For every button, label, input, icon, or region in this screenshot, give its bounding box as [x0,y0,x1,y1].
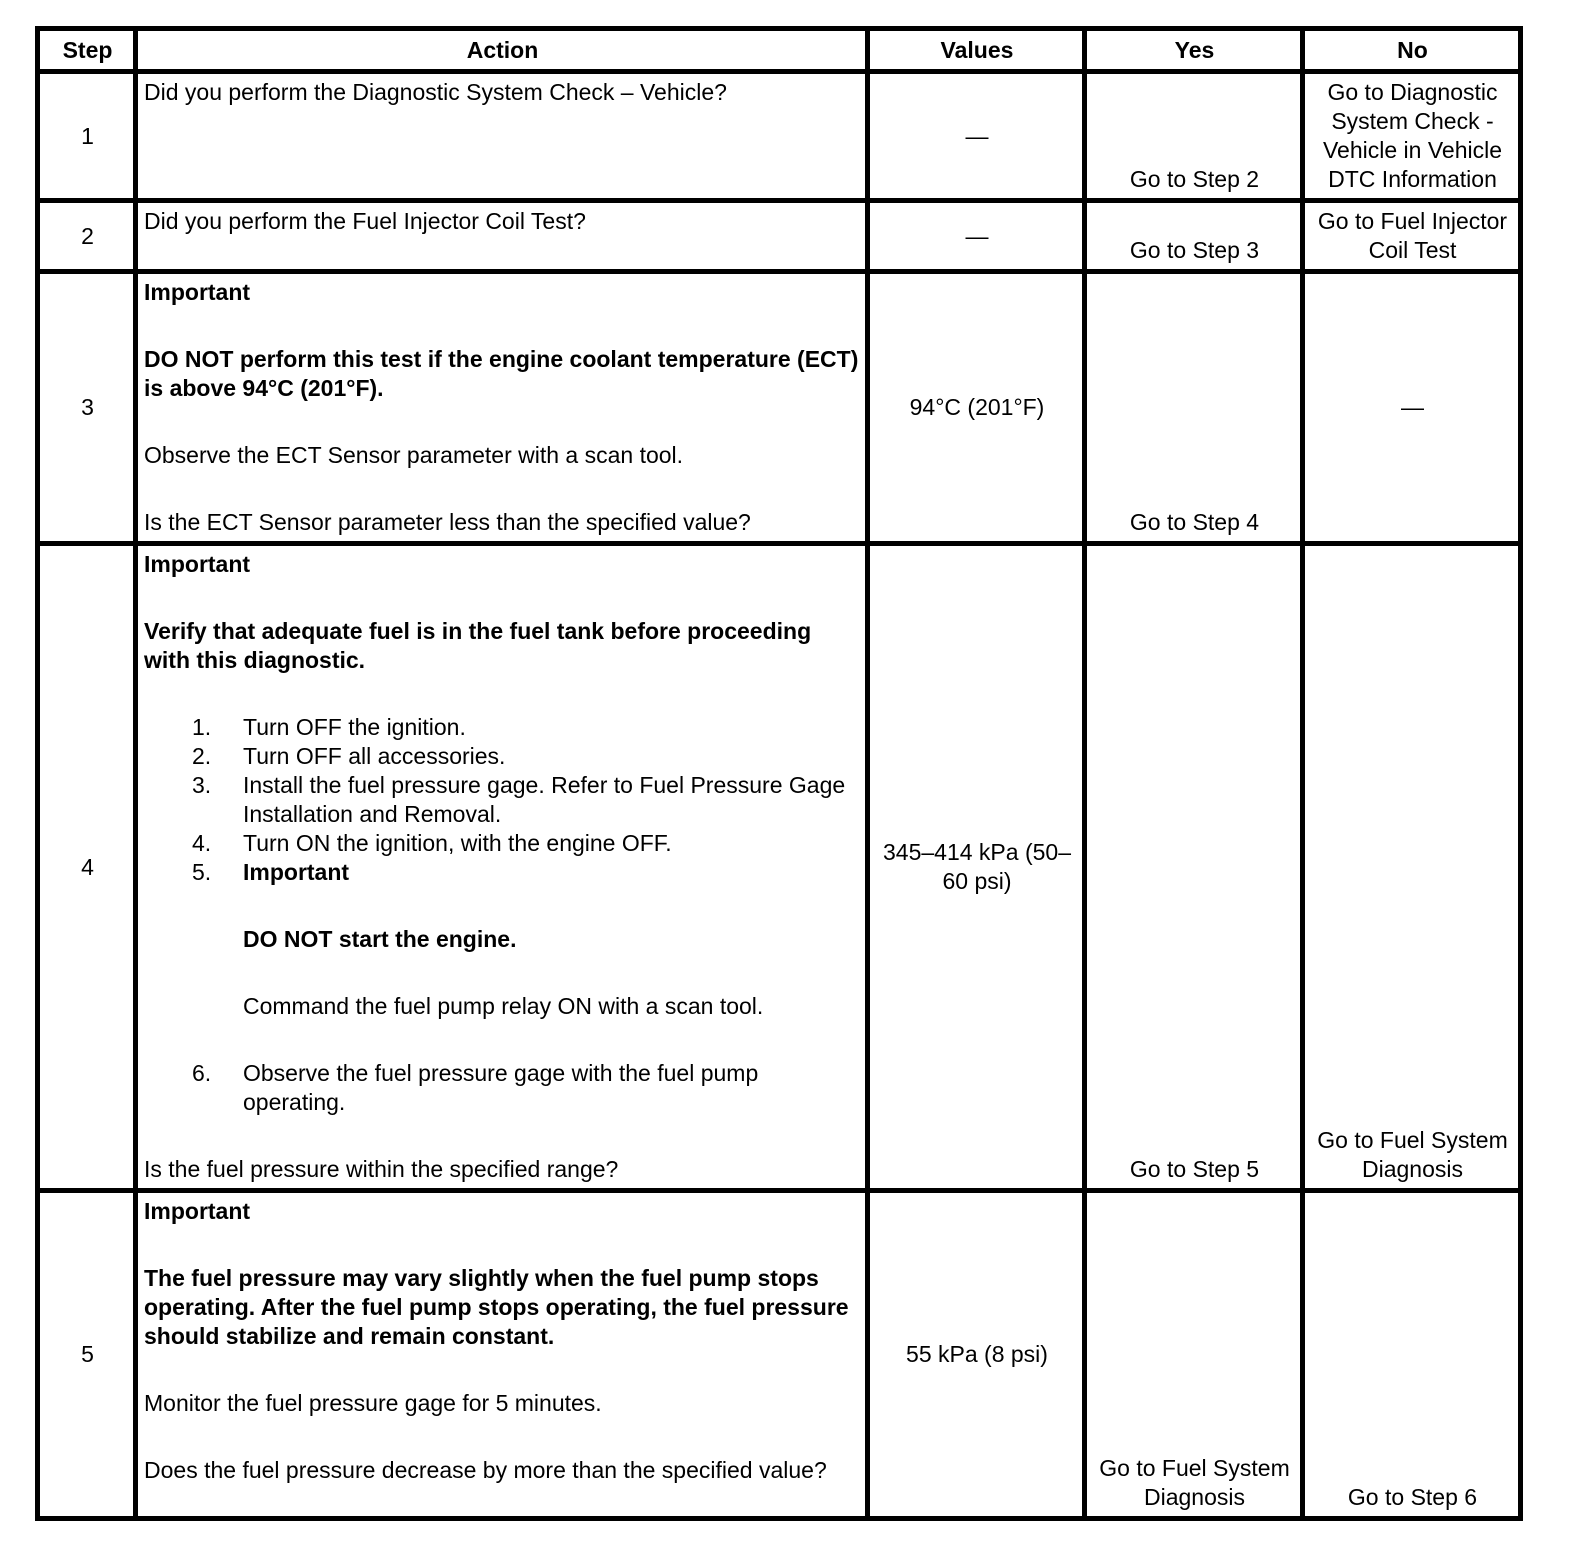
yes-cell: Go to Step 3 [1085,201,1303,272]
substep-text: Turn OFF the ignition. [243,714,466,740]
step-number: 1 [38,72,136,201]
header-row [38,29,1521,72]
action-question: Did you perform the Fuel Injector Coil Test? [144,208,586,234]
important-label: Important [144,551,251,577]
step-number: 4 [38,544,136,1191]
important-warning: Verify that adequate fuel is in the fuel tank before proceeding with this diagnostic. [144,618,812,673]
no-cell: — [1303,272,1521,544]
value-cell: — [868,201,1085,272]
important-warning: DO NOT perform this test if the engine coolant temperature (ECT) is above 94°C (201°F). [144,346,859,401]
action-question: Did you perform the Diagnostic System Check – Vehicle? [144,79,727,105]
yes-cell: Go to Step 4 [1085,272,1303,544]
yes-cell: Go to Fuel System Diagnosis [1085,1191,1303,1519]
table-row-step-4 [38,544,1521,1191]
action-question: Is the fuel pressure within the specified range? [144,1156,619,1182]
yes-cell: Go to Step 5 [1085,544,1303,1191]
table-row-step-5 [38,1191,1521,1519]
diagnostic-table [35,26,1523,1521]
header-step: Step [38,29,136,72]
important-warning: The fuel pressure may vary slightly when the fuel pump stops operating. After the fuel pump stops operating, the fuel pressure should stabilize and remain constant. [144,1265,849,1349]
substep-number: 3. [192,772,212,798]
no-cell: Go to Fuel Injector Coil Test [1303,201,1521,272]
substep-number: 6. [192,1060,212,1086]
list-item [144,713,861,742]
action-cell [136,1191,868,1519]
step-number: 3 [38,272,136,544]
step-number: 2 [38,201,136,272]
substep-number: 2. [192,743,212,769]
action-cell [136,544,868,1191]
substep-text: Turn OFF all accessories. [243,743,506,769]
no-cell: Go to Step 6 [1303,1191,1521,1519]
list-item [144,1059,861,1117]
list-item [144,829,861,858]
important-warning: DO NOT start the engine. [243,926,517,952]
list-item [144,858,861,1021]
substep-text: Observe the fuel pressure gage with the fuel pump operating. [243,1060,759,1115]
header-yes: Yes [1085,29,1303,72]
list-item [144,771,861,829]
value-cell: 55 kPa (8 psi) [868,1191,1085,1519]
substep-number: 1. [192,714,212,740]
table-row-step-1 [38,72,1521,201]
value-cell: 345–414 kPa (50–60 psi) [868,544,1085,1191]
substep-number: 5. [192,859,212,885]
substep-number: 4. [192,830,212,856]
action-question: Is the ECT Sensor parameter less than the specified value? [144,509,751,535]
action-instruction: Monitor the fuel pressure gage for 5 minutes. [144,1390,602,1416]
action-cell [136,72,868,201]
header-values: Values [868,29,1085,72]
step-number: 5 [38,1191,136,1519]
no-cell: Go to Diagnostic System Check - Vehicle in Vehicle DTC Information [1303,72,1521,201]
important-label: Important [243,859,350,885]
substep-text: Install the fuel pressure gage. Refer to Fuel Pressure Gage Installation and Removal. [243,772,846,827]
value-cell: 94°C (201°F) [868,272,1085,544]
action-question: Does the fuel pressure decrease by more than the specified value? [144,1457,827,1483]
no-cell: Go to Fuel System Diagnosis [1303,544,1521,1191]
value-cell: — [868,72,1085,201]
header-no: No [1303,29,1521,72]
action-cell [136,272,868,544]
header-action: Action [136,29,868,72]
important-label: Important [144,279,251,305]
list-item [144,742,861,771]
table-row-step-2 [38,201,1521,272]
important-label: Important [144,1198,251,1224]
action-instruction: Observe the ECT Sensor parameter with a scan tool. [144,442,684,468]
table-row-step-3 [38,272,1521,544]
substep-text: Command the fuel pump relay ON with a scan tool. [243,993,764,1019]
action-cell [136,201,868,272]
substep-text: Turn ON the ignition, with the engine OFF. [243,830,672,856]
yes-cell: Go to Step 2 [1085,72,1303,201]
substep-list [144,713,861,1117]
